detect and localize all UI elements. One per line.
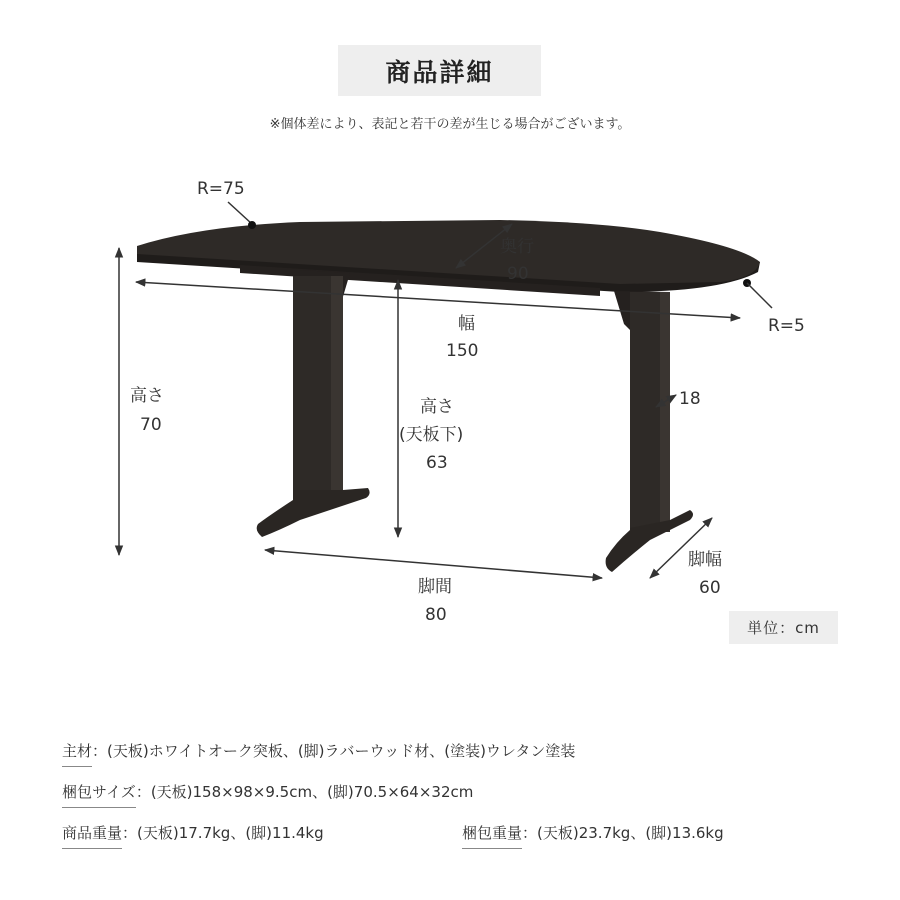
under-height-dimension	[398, 280, 463, 537]
table-illustration	[137, 220, 760, 572]
leg-span-label: 脚間	[418, 577, 452, 597]
corner-radius-large	[197, 179, 256, 229]
corner-large-label: R=75	[197, 179, 245, 199]
under-height-label: 高さ	[420, 397, 454, 417]
spec-package-size-value: ：(天板)158×98×9.5cm、(脚)70.5×64×32cm	[135, 783, 474, 801]
leg-span-value: 80	[425, 605, 447, 625]
left-foot	[257, 488, 370, 537]
disclaimer-note: ※個体差により、表記と若干の差が生じる場合がございます。	[269, 117, 631, 132]
corner-small-label: R=5	[768, 316, 805, 336]
left-leg	[257, 270, 370, 537]
spec-material-label: 主材	[62, 740, 92, 767]
spec-material	[62, 740, 575, 767]
leg-width-label: 脚幅	[688, 550, 722, 570]
spec-package-size-label: 梱包サイズ	[62, 781, 136, 808]
under-height-value: 63	[426, 453, 448, 473]
spec-package-size	[62, 781, 473, 808]
spec-package-weight-label: 梱包重量	[462, 822, 522, 849]
depth-value: 90	[507, 264, 529, 284]
width-value: 150	[446, 341, 479, 361]
height-dimension	[119, 248, 164, 555]
spec-weight-label: 商品重量	[62, 822, 122, 849]
unit-label: 単位：cm	[729, 611, 838, 644]
leg-width-value: 60	[699, 578, 721, 598]
under-height-sublabel: (天板下)	[399, 425, 464, 445]
section-title: 商品詳細	[338, 45, 541, 96]
leg-span-dimension	[265, 550, 602, 625]
spec-weight-value: ：(天板)17.7kg、(脚)11.4kg	[122, 824, 324, 842]
height-label: 高さ	[130, 386, 164, 406]
right-leg	[606, 291, 693, 572]
corner-radius-small	[743, 279, 805, 336]
spec-weight	[62, 822, 324, 849]
depth-label: 奥行	[500, 237, 534, 257]
spec-package-weight	[462, 822, 724, 849]
width-label: 幅	[458, 314, 475, 334]
leg-thickness-value: 18	[679, 389, 701, 409]
spec-package-weight-value: ：(天板)23.7kg、(脚)13.6kg	[522, 824, 724, 842]
spec-material-value: ：(天板)ホワイトオーク突板、(脚)ラバーウッド材、(塗装)ウレタン塗装	[92, 742, 576, 760]
height-value: 70	[140, 415, 162, 435]
